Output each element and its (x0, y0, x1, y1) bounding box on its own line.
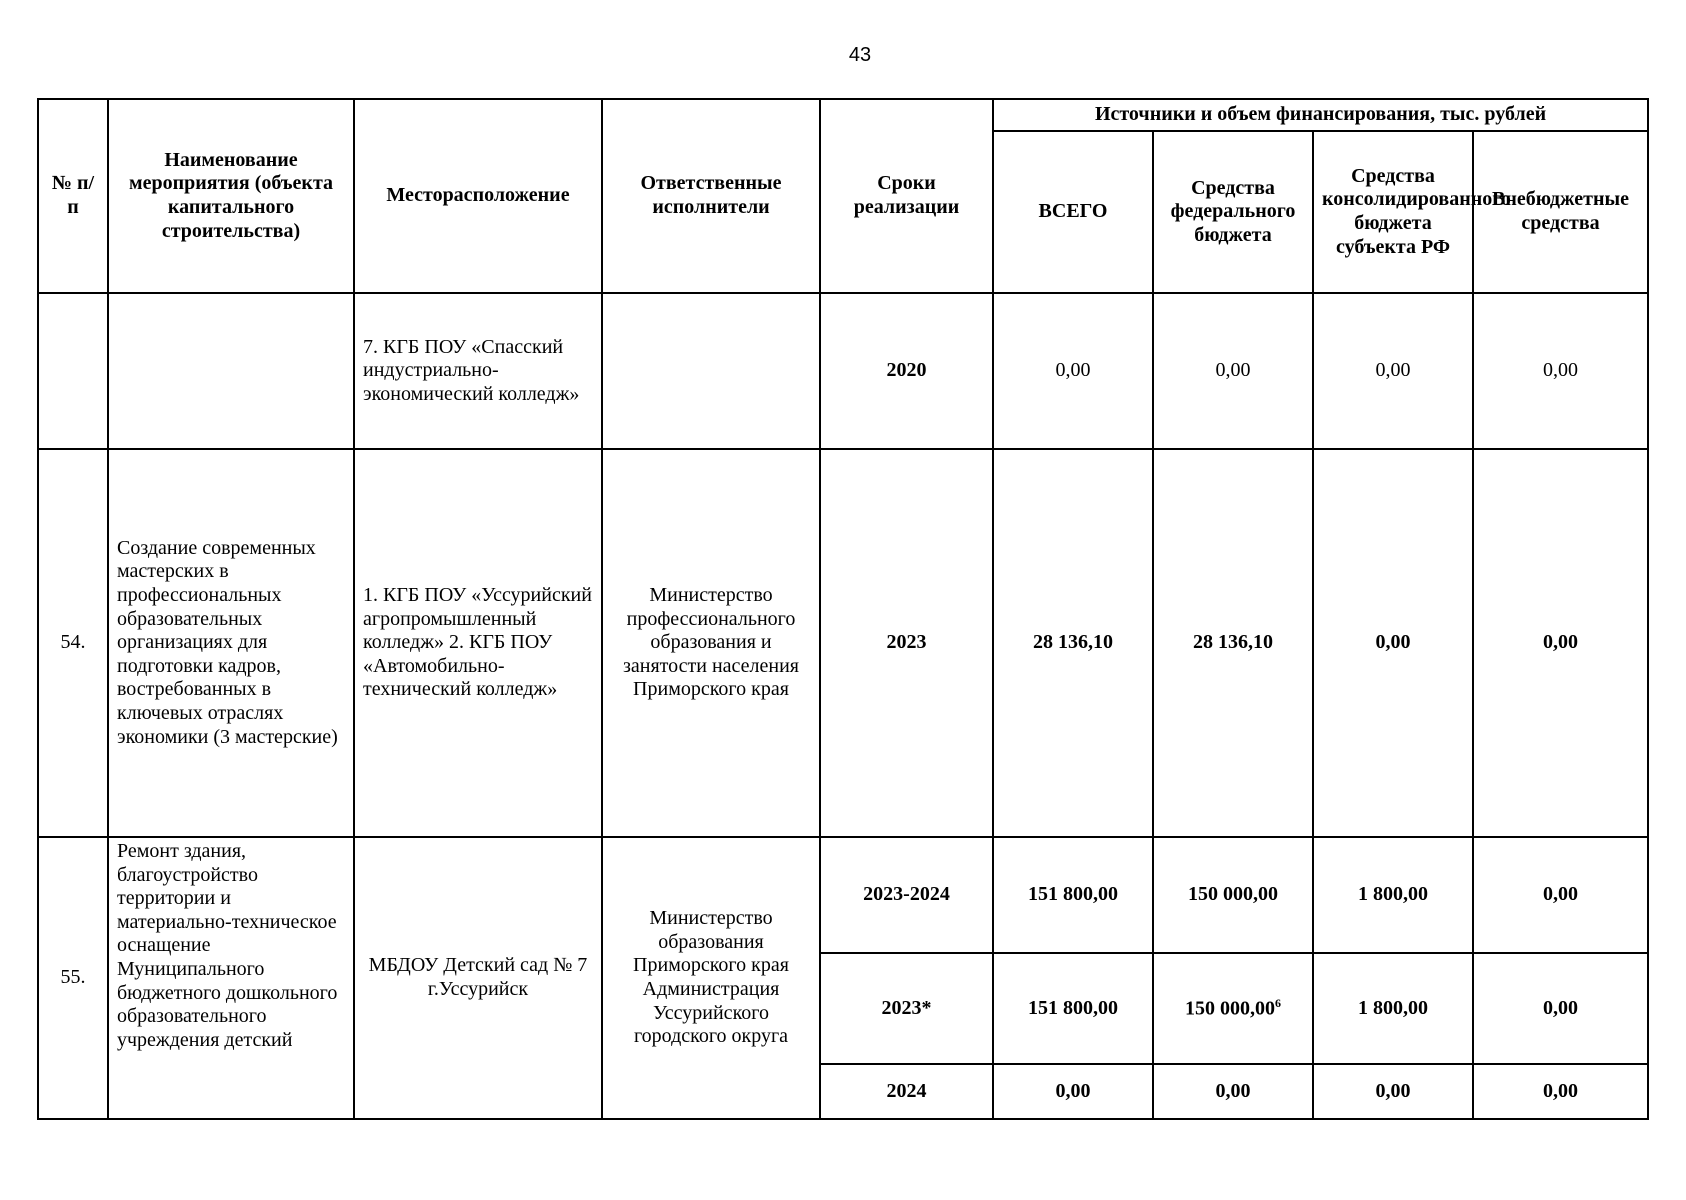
row-total: 151 800,00 (993, 953, 1153, 1065)
page-number: 43 (848, 44, 872, 66)
table-row (38, 293, 1648, 449)
row-location: 1. КГБ ПОУ «Уссурийский агропромышленный колледж» 2. КГБ ПОУ «Автомобильно-технический колледж» (354, 449, 602, 837)
row-responsible (602, 293, 820, 449)
row-total: 151 800,00 (993, 837, 1153, 953)
row-period: 2020 (820, 293, 993, 449)
row-total: 0,00 (993, 1064, 1153, 1119)
header-responsible: Ответственные исполнители (602, 99, 820, 293)
row-offbudget: 0,00 (1473, 1064, 1648, 1119)
header-offbudget: Внебюджетные средства (1473, 131, 1648, 293)
header-name: Наименование мероприятия (объекта капитального строительства) (108, 99, 354, 293)
row-federal: 0,00 (1153, 1064, 1313, 1119)
row-name-text: Ремонт здания, благоустройство территории и материально-техническое оснащение Муниципального бюджетного дошкольного образовательного учреждения детский (117, 840, 338, 1051)
footnote-marker: 6 (1275, 995, 1281, 1010)
row-federal: 150 000,00 (1153, 837, 1313, 953)
row-name (108, 293, 354, 449)
row-num: 55. (38, 837, 108, 1119)
row-offbudget: 0,00 (1473, 449, 1648, 837)
row-num: 54. (38, 449, 108, 837)
row-regional: 0,00 (1313, 293, 1473, 449)
row-period: 2023-2024 (820, 837, 993, 953)
table-row (38, 449, 1648, 837)
row-name (108, 837, 354, 1119)
header-regional: Средства консолидированного бюджета субъекта РФ (1313, 131, 1473, 293)
row-responsible: Министерство профессионального образования и занятости населения Приморского края (602, 449, 820, 837)
header-funding-group: Источники и объем финансирования, тыс. рублей (993, 99, 1648, 131)
row-total: 0,00 (993, 293, 1153, 449)
header-federal: Средства федерального бюджета (1153, 131, 1313, 293)
row-federal (1153, 953, 1313, 1065)
table-row (38, 837, 1648, 953)
row-name: Создание современных мастерских в профессиональных образовательных организациях для подготовки кадров, востребованных в ключевых отраслях экономики (3 мастерские) (108, 449, 354, 837)
row-offbudget: 0,00 (1473, 837, 1648, 953)
row-federal: 0,00 (1153, 293, 1313, 449)
row-regional: 0,00 (1313, 1064, 1473, 1119)
header-total: ВСЕГО (993, 131, 1153, 293)
row-regional: 1 800,00 (1313, 837, 1473, 953)
row-num (38, 293, 108, 449)
header-num: № п/п (38, 99, 108, 293)
row-regional: 1 800,00 (1313, 953, 1473, 1065)
row-responsible: Министерство образования Приморского края Администрация Уссурийского городского округа (602, 837, 820, 1119)
header-period: Сроки реализации (820, 99, 993, 293)
row-offbudget: 0,00 (1473, 953, 1648, 1065)
header-location: Месторасположение (354, 99, 602, 293)
row-location: 7. КГБ ПОУ «Спасский индустриально-экономический колледж» (354, 293, 602, 449)
row-location: МБДОУ Детский сад № 7 г.Уссурийск (354, 837, 602, 1119)
row-period: 2023 (820, 449, 993, 837)
row-federal: 28 136,10 (1153, 449, 1313, 837)
row-period: 2024 (820, 1064, 993, 1119)
row-offbudget: 0,00 (1473, 293, 1648, 449)
funding-table (37, 98, 1649, 1120)
row-period: 2023* (820, 953, 993, 1065)
row-federal-value: 150 000,00 (1185, 997, 1275, 1020)
row-total: 28 136,10 (993, 449, 1153, 837)
row-regional: 0,00 (1313, 449, 1473, 837)
